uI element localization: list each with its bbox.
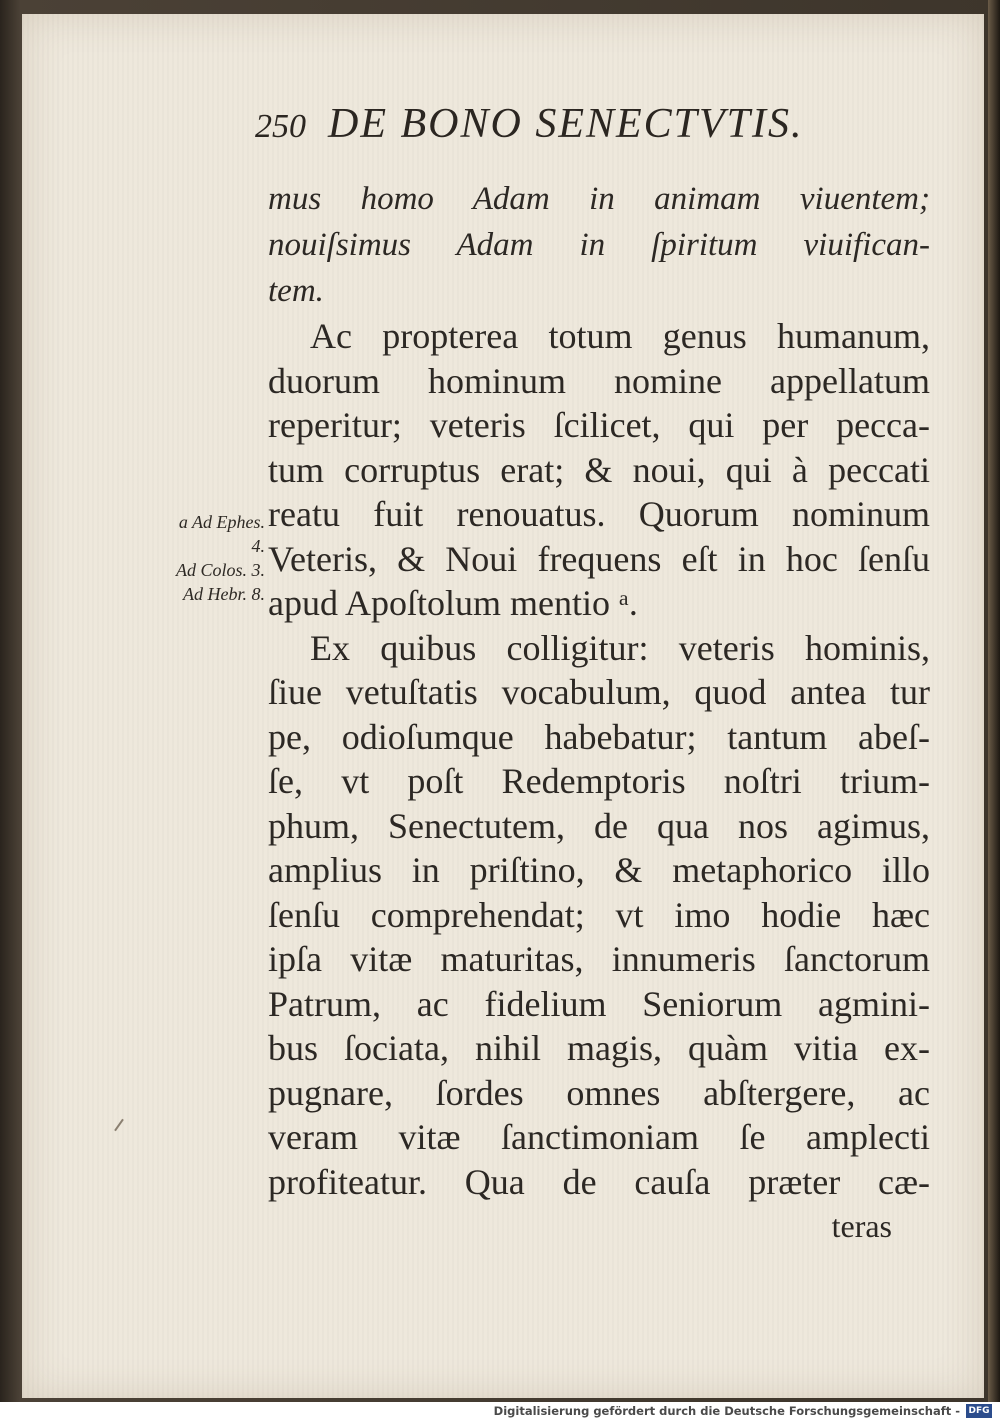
text-line: reatu fuit renouatus. Quorum nominum xyxy=(268,494,930,534)
body-text xyxy=(268,176,930,1249)
text-line: amplius in priſtino, & metaphorico illo xyxy=(268,850,930,890)
page-number: 250 xyxy=(255,108,306,145)
text-line: tum corruptus erat; & noui, qui à peccati xyxy=(268,449,930,490)
text-line: Veteris, & Noui frequens eſt in hoc ſenſu xyxy=(268,538,930,579)
book-edge xyxy=(988,0,1000,1402)
marginal-note: a Ad Ephes. xyxy=(178,512,265,532)
text-line: ſenſu comprehendat; vt imo hodie hæc xyxy=(268,894,930,935)
text-line: profiteatur. Qua de cauſa præter cæ- xyxy=(268,1161,930,1202)
text-line: Ex quibus colligitur: veteris hominis, xyxy=(310,627,930,668)
text-line: nouiſsimus Adam in ſpiritum viuifican- xyxy=(268,227,930,263)
marginal-notes xyxy=(140,510,265,606)
text-line: apud Apoſtolum mentio ᵃ. xyxy=(268,583,638,623)
text-line: ſe, vt poſt Redemptoris noſtri trium- xyxy=(268,761,930,801)
text-line: Patrum, ac fidelium Seniorum agmini- xyxy=(268,983,930,1024)
catchword: teras xyxy=(831,1208,892,1244)
text-line: bus ſociata, nihil magis, quàm vitia ex- xyxy=(268,1028,930,1068)
marginal-note: 4. xyxy=(251,536,265,556)
text-line: pugnare, ſordes omnes abſtergere, ac xyxy=(268,1072,930,1113)
text-line: mus homo Adam in animam viuentem; xyxy=(268,181,930,217)
text-line: ſiue vetuſtatis vocabulum, quod antea tur xyxy=(268,672,930,712)
text-line: pe, odioſumque habebatur; tantum abeſ- xyxy=(268,716,930,757)
text-line: phum, Senectutem, de qua nos agimus, xyxy=(268,805,930,846)
marginal-note: Ad Colos. 3. xyxy=(175,560,265,580)
dfg-logo: DFG xyxy=(966,1404,992,1418)
digitization-credit: Digitalisierung gefördert durch die Deutsche Forschungsgemeinschaft - xyxy=(493,1404,960,1418)
text-line: ipſa vitæ maturitas, innumeris ſanctorum xyxy=(268,939,930,979)
text-line: tem. xyxy=(268,273,324,309)
marginal-note: Ad Hebr. 8. xyxy=(183,584,265,604)
text-line: Ac propterea totum genus humanum, xyxy=(310,316,930,356)
page-header xyxy=(255,100,804,148)
text-line: veram vitæ ſanctimoniam ſe amplecti xyxy=(268,1117,930,1157)
text-line: reperitur; veteris ſcilicet, qui per pecca- xyxy=(268,405,930,445)
running-title: DE BONO SENECTVTIS. xyxy=(328,101,804,147)
text-line: duorum hominum nomine appellatum xyxy=(268,360,930,401)
